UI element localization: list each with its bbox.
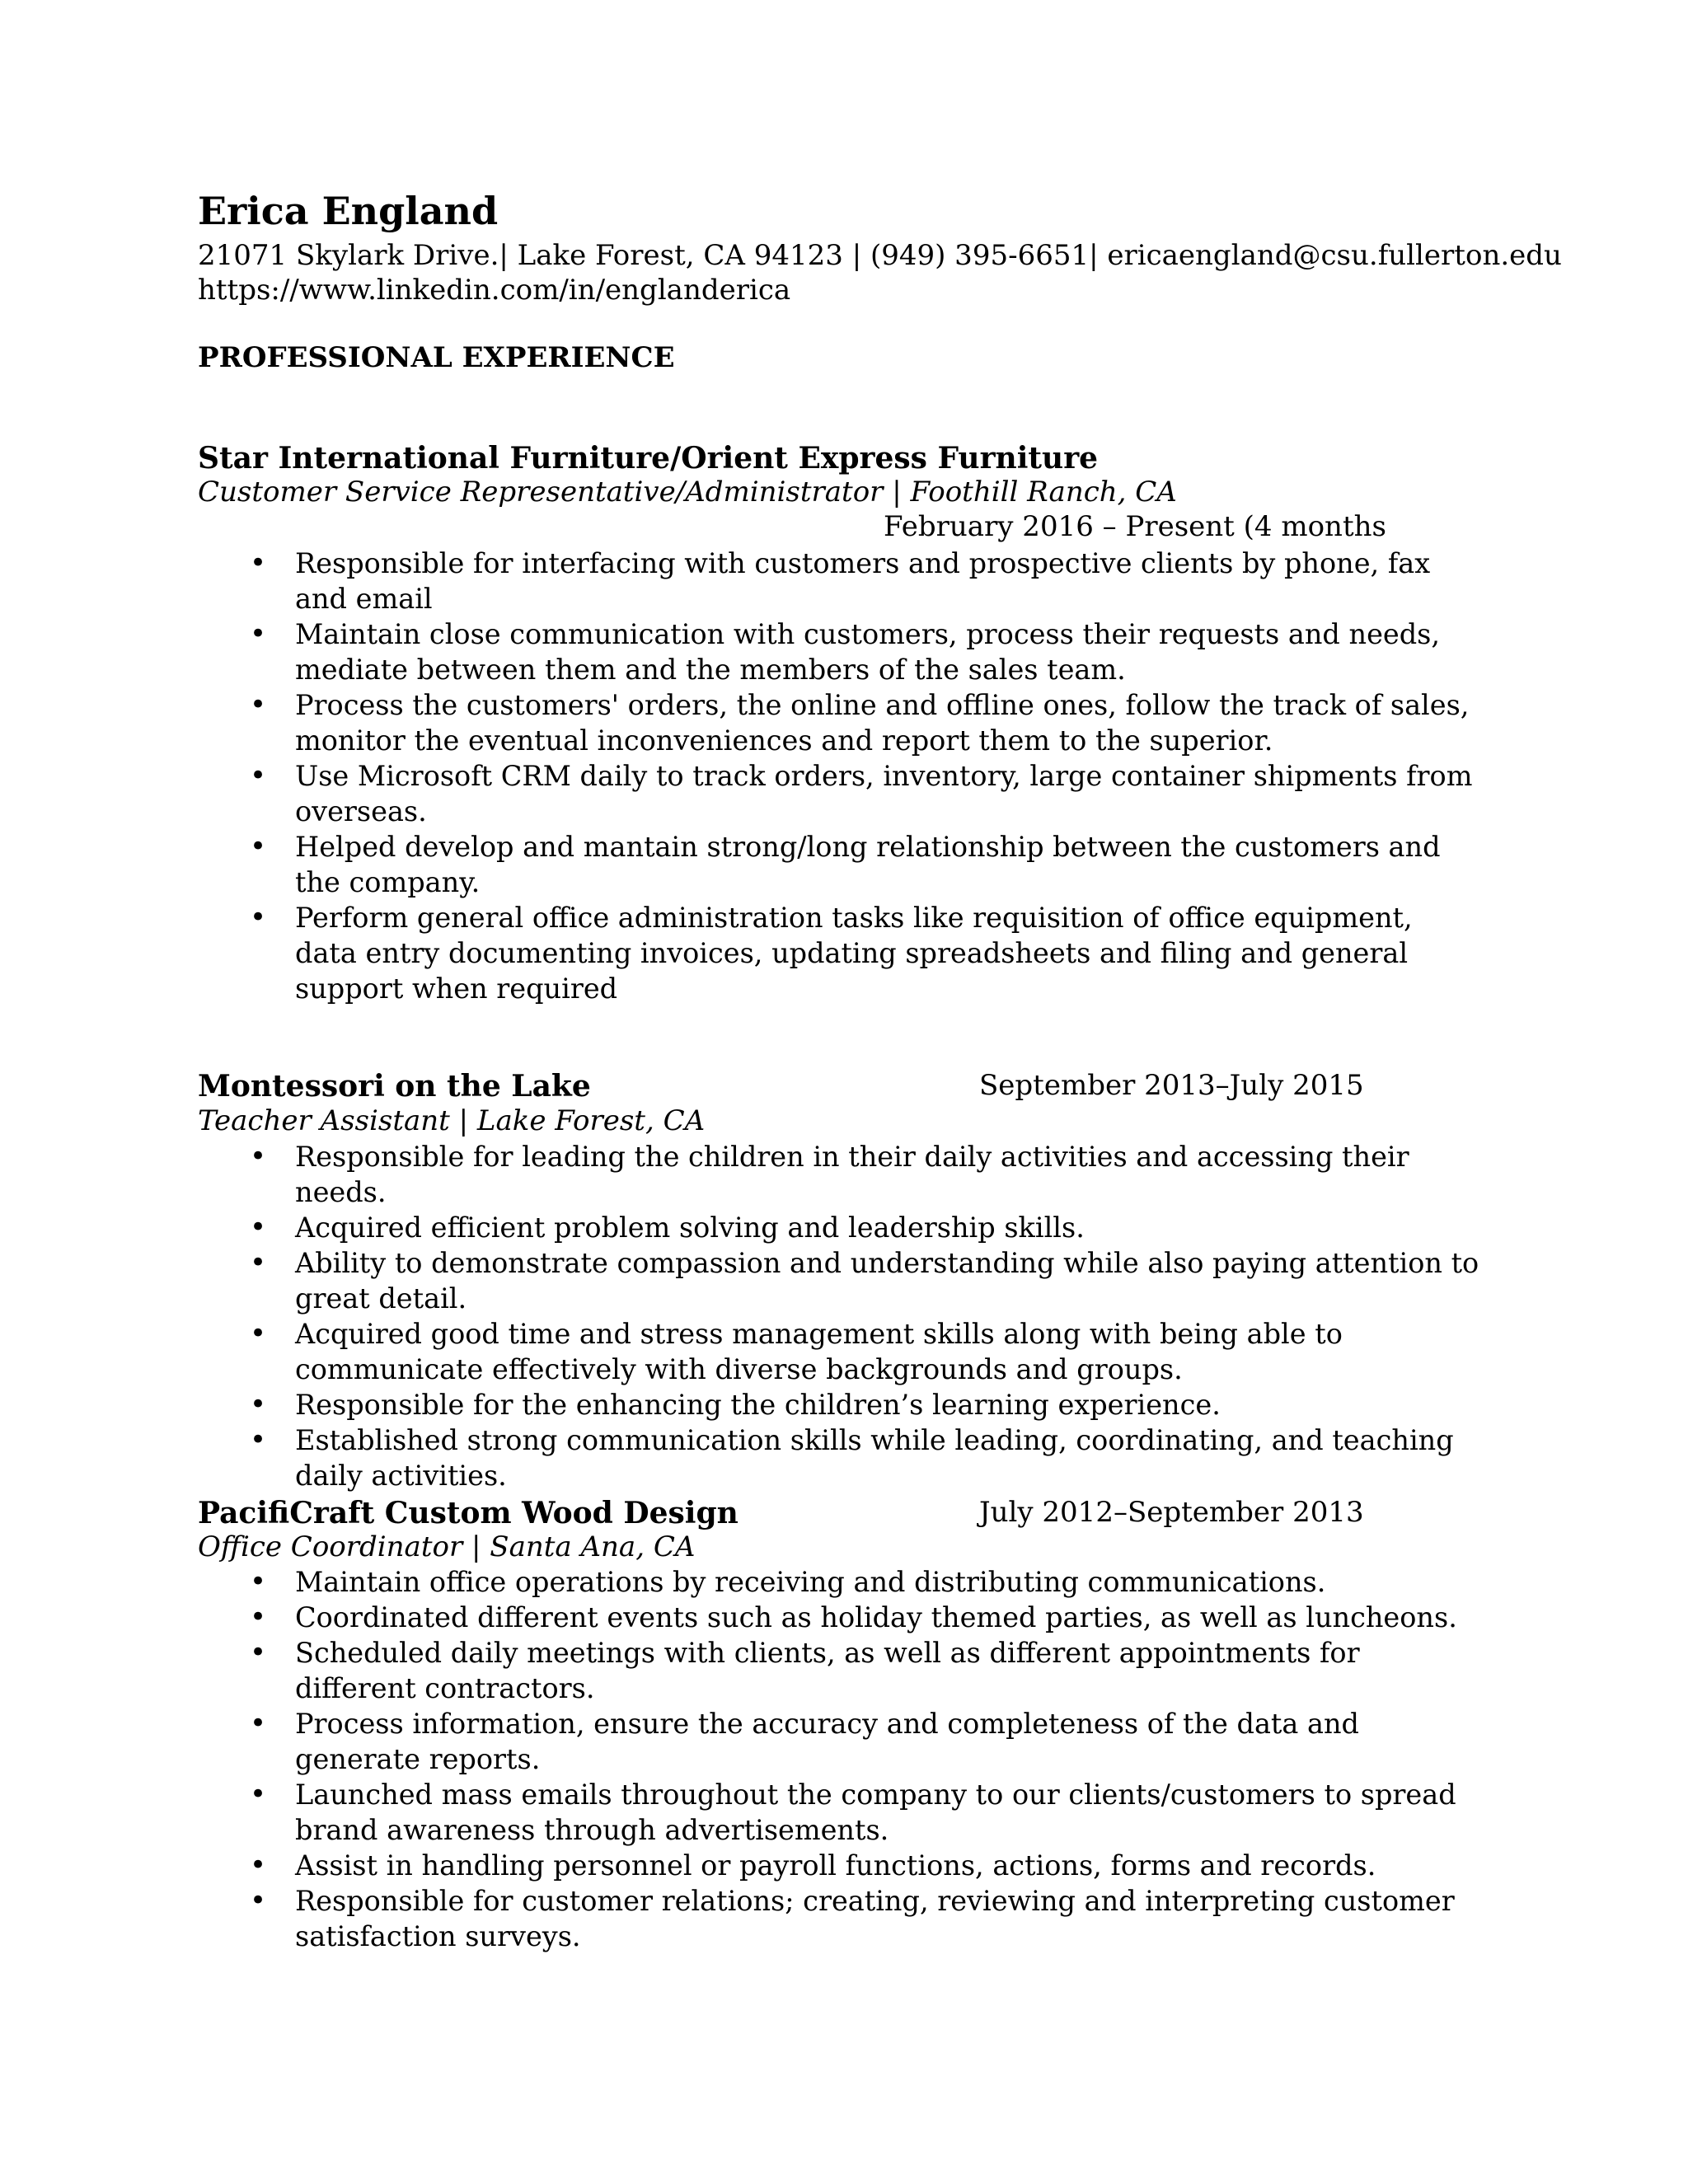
bullet-text: Ability to demonstrate compassion and understanding while also paying attention to great detail. bbox=[295, 1247, 1479, 1315]
job-role: Customer Service Representative/Administrator | Foothill Ranch, CA bbox=[198, 476, 1177, 509]
bullet-text: Process information, ensure the accuracy and completeness of the data and generate reports. bbox=[295, 1708, 1359, 1775]
job-bullet-list bbox=[0, 1139, 1484, 1493]
list-item bbox=[0, 1210, 1482, 1245]
bullet-text: Maintain close communication with customers, process their requests and needs, mediate between them and the members of the sales team. bbox=[295, 618, 1441, 686]
bullet-text: Established strong communication skills while leading, coordinating, and teaching daily activities. bbox=[295, 1424, 1454, 1492]
bullet-text: Coordinated different events such as holiday themed parties, as well as luncheons. bbox=[295, 1601, 1457, 1633]
list-item bbox=[0, 1600, 1482, 1635]
job-dates: September 2013–July 2015 bbox=[979, 1069, 1364, 1102]
list-item bbox=[0, 1422, 1482, 1493]
list-item bbox=[0, 758, 1482, 829]
bullet-text: Acquired good time and stress management skills along with being able to communicate effectively with diverse backgrounds and groups. bbox=[295, 1318, 1343, 1385]
bullet-text: Responsible for the enhancing the children’s learning experience. bbox=[295, 1389, 1221, 1421]
contact-line: 21071 Skylark Drive.| Lake Forest, CA 94123 | (949) 395-6651| ericaengland@csu.fullerton.edu bbox=[198, 239, 1562, 272]
bullet-icon: • bbox=[250, 1707, 267, 1740]
job-company: Montessori on the Lake bbox=[198, 1069, 591, 1104]
list-item bbox=[0, 900, 1482, 1006]
job-company: Star International Furniture/Orient Express Furniture bbox=[198, 441, 1099, 476]
bullet-icon: • bbox=[250, 1636, 267, 1669]
bullet-icon: • bbox=[250, 1423, 267, 1456]
bullet-text: Use Microsoft CRM daily to track orders, inventory, large container shipments from overseas. bbox=[295, 760, 1473, 827]
section-heading: PROFESSIONAL EXPERIENCE bbox=[198, 341, 675, 374]
bullet-icon: • bbox=[250, 1601, 267, 1633]
candidate-name: Erica England bbox=[198, 189, 499, 233]
list-item bbox=[0, 1883, 1482, 1954]
job-company: PacifiCraft Custom Wood Design bbox=[198, 1496, 738, 1530]
bullet-text: Scheduled daily meetings with clients, as well as different appointments for different contractors. bbox=[295, 1637, 1360, 1704]
bullet-text: Process the customers' orders, the online and offline ones, follow the track of sales, monitor the eventual inconveniences and report them to the superior. bbox=[295, 689, 1470, 757]
bullet-icon: • bbox=[250, 1246, 267, 1279]
bullet-icon: • bbox=[250, 759, 267, 792]
job-bullet-list bbox=[0, 1564, 1484, 1954]
bullet-icon: • bbox=[250, 688, 267, 721]
list-item bbox=[0, 1706, 1482, 1777]
bullet-icon: • bbox=[250, 1778, 267, 1811]
list-item bbox=[0, 829, 1482, 900]
bullet-icon: • bbox=[250, 1884, 267, 1917]
list-item bbox=[0, 1245, 1482, 1316]
bullet-text: Responsible for leading the children in their daily activities and accessing their needs. bbox=[295, 1141, 1409, 1208]
bullet-icon: • bbox=[250, 1565, 267, 1598]
linkedin-url: https://www.linkedin.com/in/englanderica bbox=[198, 274, 791, 307]
bullet-icon: • bbox=[250, 1317, 267, 1350]
bullet-text: Responsible for interfacing with customers and prospective clients by phone, fax and email bbox=[295, 547, 1431, 615]
list-item bbox=[0, 1387, 1482, 1422]
bullet-text: Maintain office operations by receiving and distributing communications. bbox=[295, 1566, 1326, 1598]
list-item bbox=[0, 687, 1482, 758]
bullet-icon: • bbox=[250, 1849, 267, 1882]
bullet-icon: • bbox=[250, 617, 267, 650]
job-bullet-list bbox=[0, 546, 1484, 1006]
bullet-icon: • bbox=[250, 901, 267, 934]
bullet-text: Assist in handling personnel or payroll functions, actions, forms and records. bbox=[295, 1849, 1376, 1882]
job-dates: July 2012–September 2013 bbox=[979, 1496, 1364, 1529]
bullet-icon: • bbox=[250, 546, 267, 579]
list-item bbox=[0, 1848, 1482, 1883]
list-item bbox=[0, 1564, 1482, 1600]
bullet-icon: • bbox=[250, 1388, 267, 1421]
bullet-icon: • bbox=[250, 1211, 267, 1244]
list-item bbox=[0, 1635, 1482, 1706]
bullet-text: Helped develop and mantain strong/long relationship between the customers and the company. bbox=[295, 831, 1441, 898]
list-item bbox=[0, 1316, 1482, 1387]
list-item bbox=[0, 1139, 1482, 1210]
job-role: Office Coordinator | Santa Ana, CA bbox=[198, 1530, 696, 1563]
list-item bbox=[0, 546, 1482, 616]
job-role: Teacher Assistant | Lake Forest, CA bbox=[198, 1104, 706, 1137]
list-item bbox=[0, 616, 1482, 687]
bullet-icon: • bbox=[250, 830, 267, 863]
bullet-text: Launched mass emails throughout the company to our clients/customers to spread brand awareness through advertisements. bbox=[295, 1779, 1456, 1846]
bullet-icon: • bbox=[250, 1140, 267, 1173]
bullet-text: Perform general office administration tasks like requisition of office equipment, data entry documenting invoices, updating spreadsheets and filing and general support when required bbox=[295, 902, 1413, 1005]
bullet-text: Responsible for customer relations; creating, reviewing and interpreting customer satisfaction surveys. bbox=[295, 1885, 1455, 1952]
list-item bbox=[0, 1777, 1482, 1848]
bullet-text: Acquired efficient problem solving and leadership skills. bbox=[295, 1212, 1085, 1244]
job-dates: February 2016 – Present (4 months bbox=[884, 510, 1386, 543]
